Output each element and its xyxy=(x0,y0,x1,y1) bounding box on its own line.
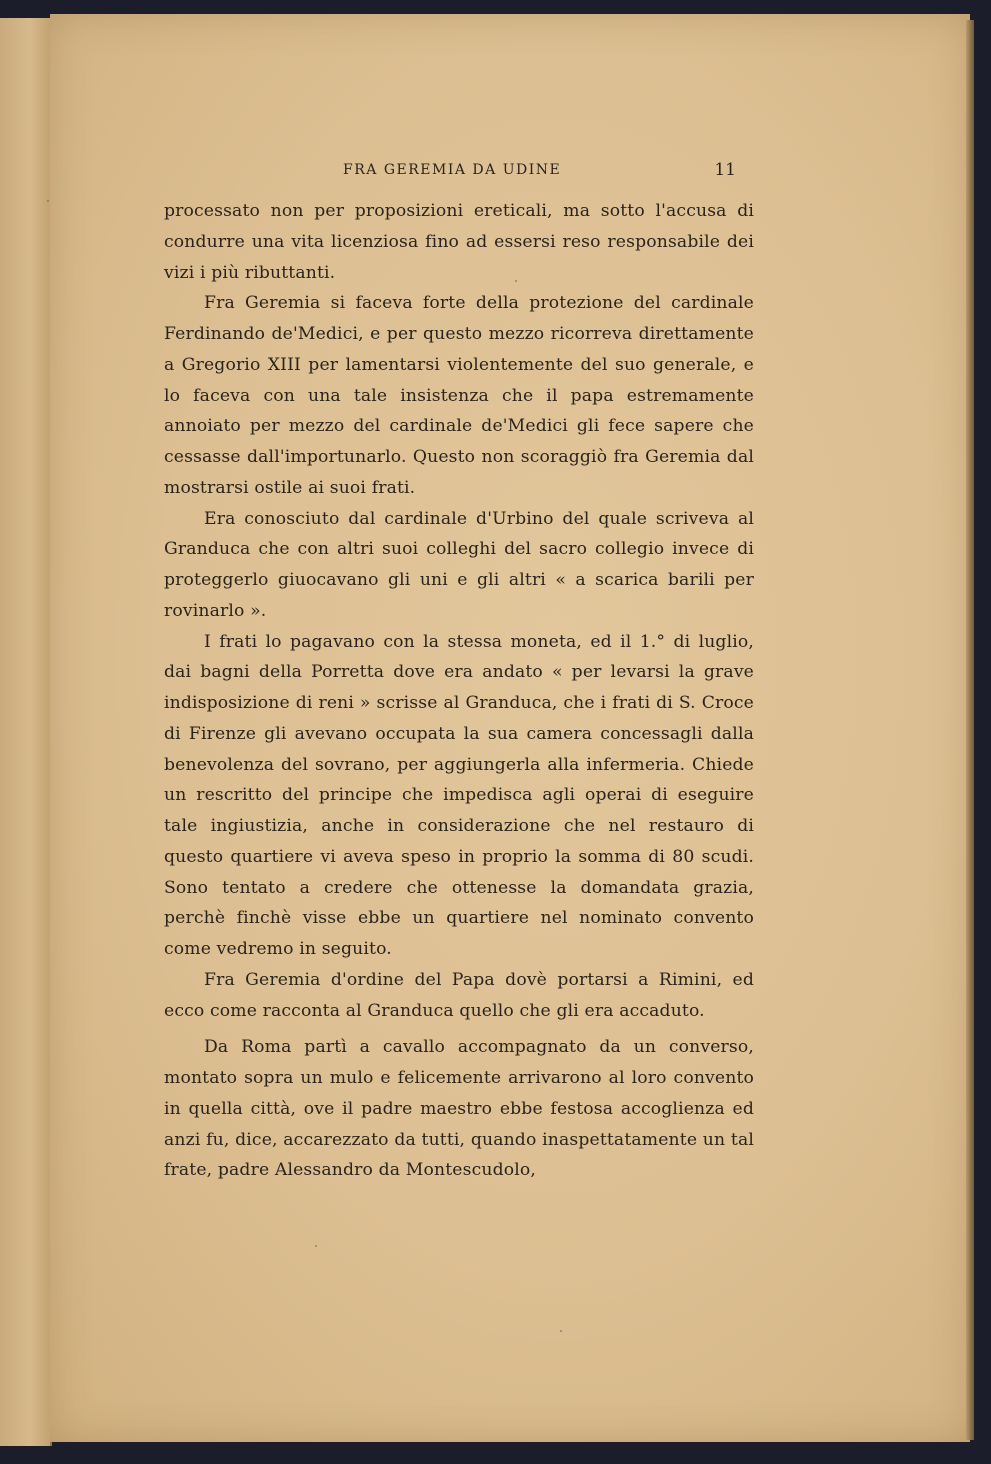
facing-page-edge xyxy=(0,18,52,1446)
paper-speck xyxy=(560,1330,562,1332)
running-head xyxy=(160,160,740,184)
paragraph: Da Roma partì a cavallo accompagnato da un converso, montato sopra un mulo e felicemente arrivarono al loro convento in quella città, ove il padre maestro ebbe festosa accoglienza ed anzi fu, dice, accarezzato da tutti, quando inaspettatamente un tal frate, padre Alessandro da Montescudolo, xyxy=(164,1037,754,1181)
page-fore-edge xyxy=(966,20,974,1440)
paragraph: processato non per proposizioni ereticali, ma sotto l'accusa di condurre una vita licenziosa fino ad essersi reso responsabile dei vizi i più ributtanti. xyxy=(164,201,754,283)
paragraph: I frati lo pagavano con la stessa moneta, ed il 1.° di luglio, dai bagni della Porretta dove era andato « per levarsi la grave indisposizione di reni » scrisse al Granduca, che i frati di S. Croce di Firenze gli avevano occupata la sua camera concessagli dalla benevolenza del sovrano, per aggiungerla alla infermeria. Chiede un rescritto del principe che impedisca agli operai di eseguire tale ingiustizia, anche in considerazione che nel restauro di questo quartiere vi aveva speso in proprio la somma di 80 scudi. Sono tentato a credere che ottenesse la domandata grazia, perchè finchè visse ebbe un quartiere nel nominato convento come vedremo in seguito. xyxy=(164,631,754,959)
page-number: 11 xyxy=(714,160,736,180)
body-text xyxy=(164,196,754,1186)
paragraph: Fra Geremia d'ordine del Papa dovè portarsi a Rimini, ed ecco come racconta al Granduca quello che gli era accaduto. xyxy=(164,969,754,1021)
paper-speck xyxy=(47,200,49,202)
running-title: FRA GEREMIA DA UDINE xyxy=(343,162,562,178)
paper-speck xyxy=(515,280,517,282)
paragraph: Fra Geremia si faceva forte della protezione del cardinale Ferdinando de'Medici, e per questo mezzo ricorreva direttamente a Gregorio XIII per lamentarsi violentemente del suo generale, e lo faceva con una tale insistenza che il papa estremamente annoiato per mezzo del cardinale de'Medici gli fece sapere che cessasse dall'importunarlo. Questo non scoraggiò fra Geremia dal mostrarsi ostile ai suoi frati. xyxy=(164,293,754,498)
paper-speck xyxy=(315,1245,317,1247)
paragraph: Era conosciuto dal cardinale d'Urbino del quale scriveva al Granduca che con altri suoi colleghi del sacro collegio invece di proteggerlo giuocavano gli uni e gli altri « a scarica barili per rovinarlo ». xyxy=(164,508,754,621)
